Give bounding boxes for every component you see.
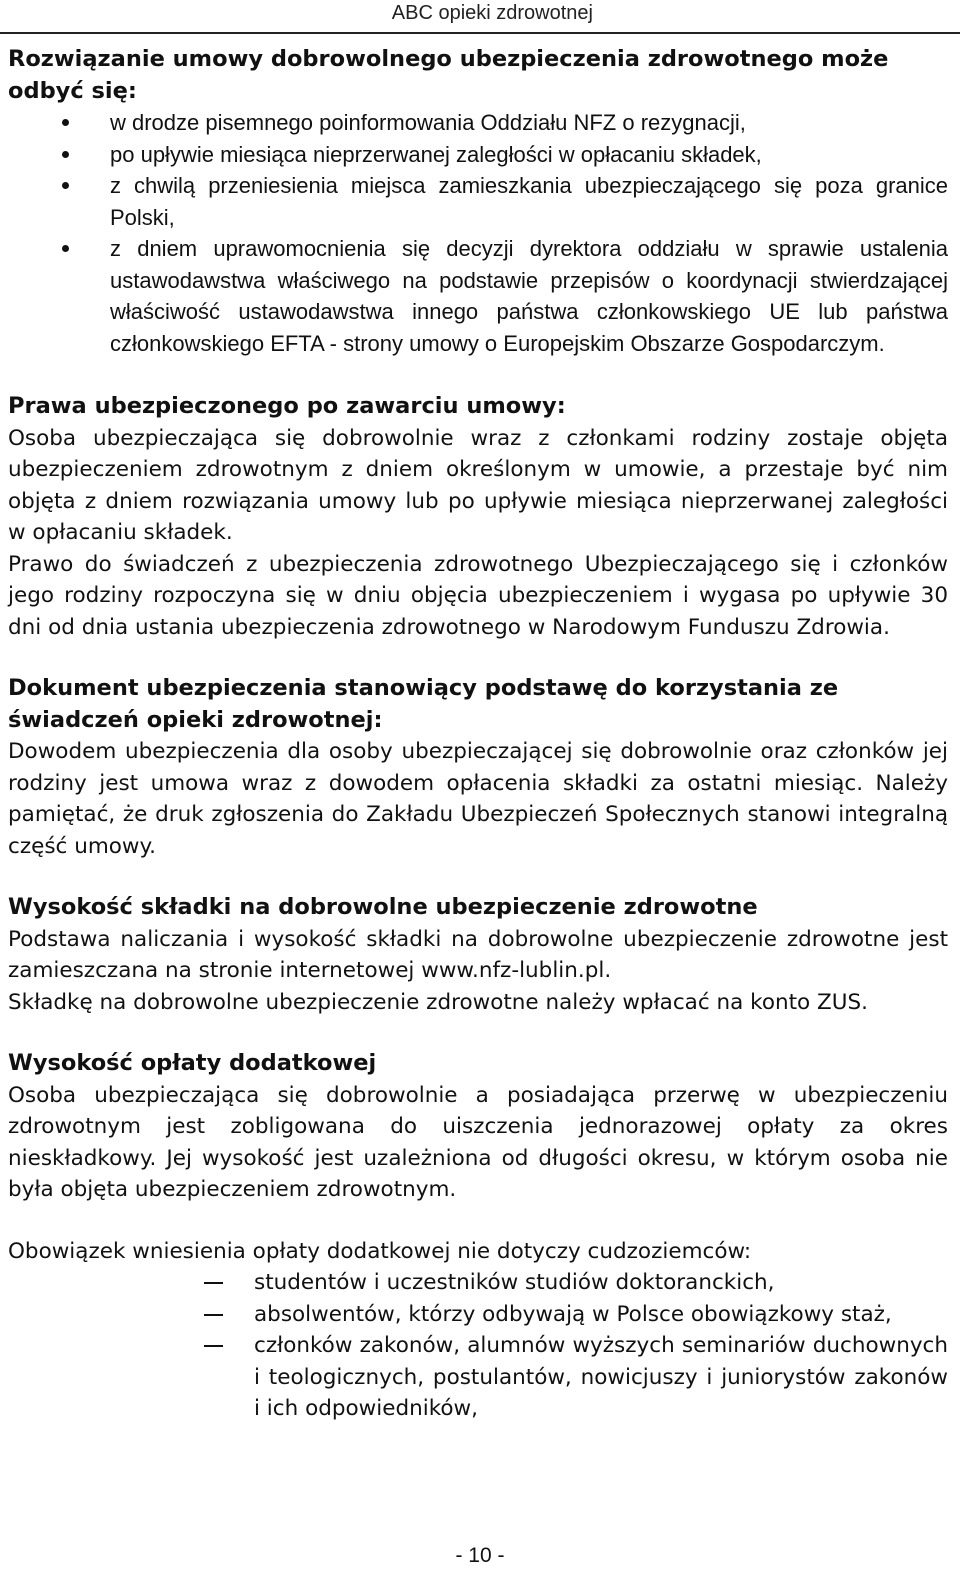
dash-icon (204, 1314, 223, 1316)
header-divider (0, 32, 960, 34)
obligation-section (8, 1236, 948, 1425)
termination-section (8, 44, 948, 359)
dash-icon (204, 1345, 223, 1347)
obligation-list (8, 1267, 948, 1425)
contribution-paragraph-1: Podstawa naliczania i wysokość składki na dobrowolne ubezpieczenie zdrowotne jest zamieszczana na stronie internetowej www.nfz-lublin.pl. (8, 926, 948, 983)
bullet-icon (62, 151, 69, 158)
additional-fee-heading: Wysokość opłaty dodatkowej (8, 1050, 377, 1076)
list-item: członków zakonów, alumnów wyższych seminariów duchownych i teologicznych, postulantów, nowicjuszy i juniorystów zakonów i ich odpowiedników, (8, 1330, 948, 1425)
bullet-icon (62, 119, 69, 126)
additional-fee-paragraph: Osoba ubezpieczająca się dobrowolnie a posiadająca przerwę w ubezpieczeniu zdrowotnym jest zobligowana do uiszczenia jednorazowej opłaty za okres nieskładkowy. Jej wysokość jest uzależniona od długości okresu, w którym osoba nie była objęta ubezpieczeniem zdrowotnym. (8, 1082, 948, 1202)
contribution-paragraph-2: Składkę na dobrowolne ubezpieczenie zdrowotne należy wpłacać na konto ZUS. (8, 989, 868, 1015)
document-heading: Dokument ubezpieczenia stanowiący podstawę do korzystania ze świadczeń opieki zdrowotnej: (8, 675, 839, 733)
rights-section (8, 391, 948, 643)
list-item: z dniem uprawomocnienia się decyzji dyrektora oddziału w sprawie ustalenia ustawodawstwa właściwego na podstawie przepisów o koordynacji stwierdzającej właściwość ustawodawstwa innego państwa członkowskiego UE lub państwa członkowskiego EFTA - strony umowy o Europejskim Obszarze Gospodarczym. (8, 233, 948, 359)
dash-icon (204, 1282, 223, 1284)
page-number: - 10 - (455, 1544, 505, 1567)
document-paragraph: Dowodem ubezpieczenia dla osoby ubezpieczającej się dobrowolnie oraz członków jej rodziny jest umowa wraz z dowodem opłacenia składki za ostatni miesiąc. Należy pamiętać, że druk zgłoszenia do Zakładu Ubezpieczeń Społecznych stanowi integralną część umowy. (8, 739, 948, 859)
list-item: w drodze pisemnego poinformowania Oddziału NFZ o rezygnacji, (8, 107, 948, 139)
rights-heading: Prawa ubezpieczonego po zawarciu umowy: (8, 393, 566, 419)
obligation-intro: Obowiązek wniesienia opłaty dodatkowej nie dotyczy cudzoziemców: (8, 1238, 752, 1264)
document-body (8, 44, 948, 1425)
termination-list (8, 107, 948, 359)
termination-heading: Rozwiązanie umowy dobrowolnego ubezpieczenia zdrowotnego może odbyć się: (8, 46, 889, 104)
contribution-section (8, 892, 948, 1018)
rights-paragraph-1: Osoba ubezpieczająca się dobrowolnie wraz z członkami rodziny zostaje objęta ubezpieczeniem zdrowotnym z dniem określonym w umowie, a przestaje być nim objęta z dniem rozwiązania umowy lub po upływie miesiąca nieprzerwanej zaległości w opłacaniu składek. (8, 425, 948, 545)
list-item: studentów i uczestników studiów doktoranckich, (8, 1267, 948, 1299)
additional-fee-section (8, 1048, 948, 1206)
bullet-icon (62, 245, 69, 252)
contribution-heading: Wysokość składki na dobrowolne ubezpieczenie zdrowotne (8, 894, 758, 920)
document-section (8, 673, 948, 862)
rights-paragraph-2: Prawo do świadczeń z ubezpieczenia zdrowotnego Ubezpieczającego się i członków jego rodziny rozpoczyna się w dniu objęcia ubezpieczeniem i wygasa po upływie 30 dni od dnia ustania ubezpieczenia zdrowotnego w Narodowym Funduszu Zdrowia. (8, 551, 948, 640)
bullet-icon (62, 182, 69, 189)
list-item: z chwilą przeniesienia miejsca zamieszkania ubezpieczającego się poza granice Polski, (8, 170, 948, 233)
list-item: po upływie miesiąca nieprzerwanej zaległości w opłacaniu składek, (8, 139, 948, 171)
list-item: absolwentów, którzy odbywają w Polsce obowiązkowy staż, (8, 1299, 948, 1331)
page-header-title: ABC opieki zdrowotnej (391, 2, 593, 24)
